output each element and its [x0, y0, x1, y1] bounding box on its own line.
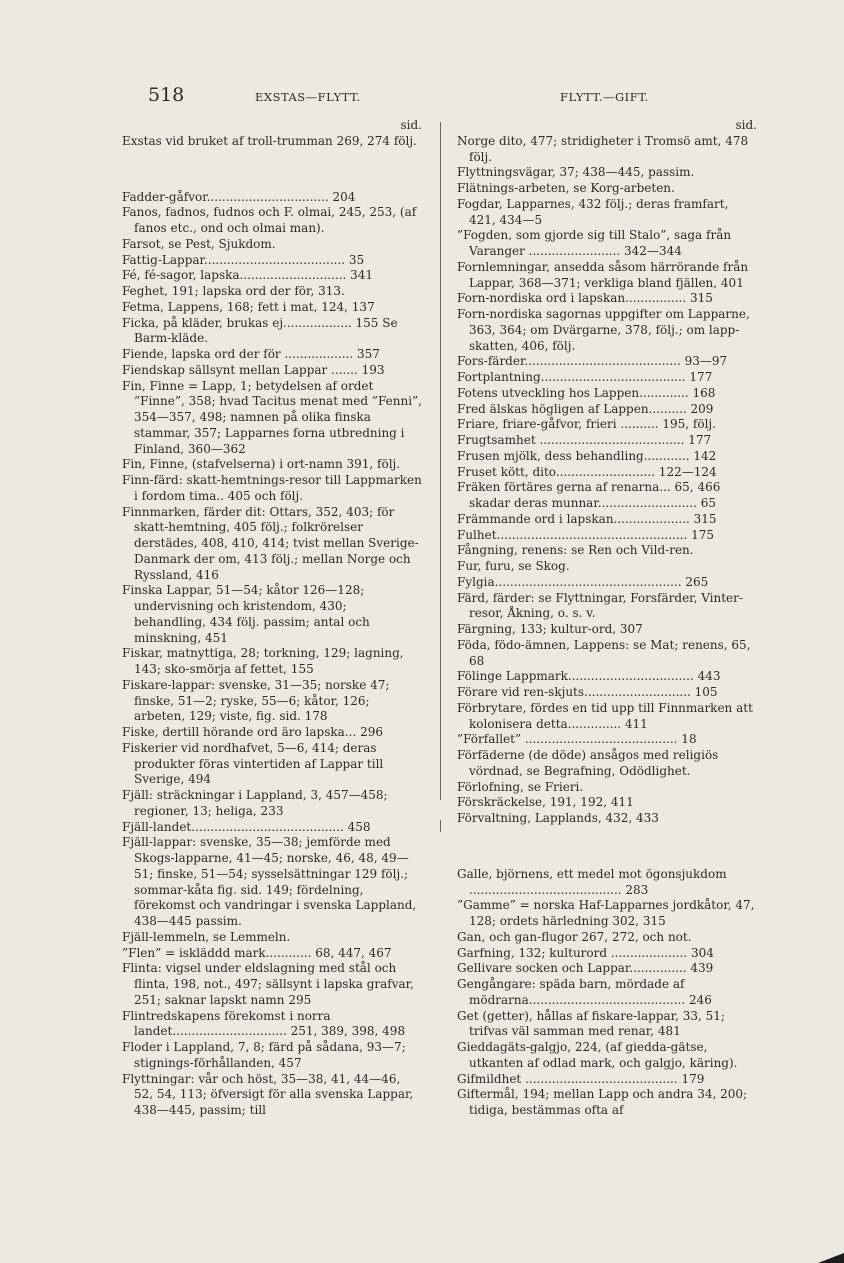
column-divider — [440, 122, 441, 800]
index-entry: Gan, och gan-flugor 267, 272, och not. — [457, 929, 692, 944]
index-entry: Get (getter), hållas af fiskare-lappar, 33, 51; trifvas väl samman med renar, 481 — [457, 1008, 725, 1039]
index-entry: Flyttningsvägar, 37; 438—445, passim. — [457, 165, 695, 180]
index-entry: Fylgia................................................. 265 — [457, 574, 709, 589]
index-entry: Fölinge Lappmark................................. 443 — [457, 669, 721, 684]
index-entry: Fiendskap sällsynt mellan Lappar ....... 193 — [122, 362, 385, 377]
index-entry: Gengångare: späda barn, mördade af mödrarna......................................... 246 — [457, 977, 712, 1007]
index-entry: ”Förfallet” ........................................ 18 — [457, 732, 697, 747]
sid-label-left: sid. — [400, 118, 422, 132]
index-entry: Fetma, Lappens, 168; fett i mat, 124, 137 — [122, 299, 375, 314]
index-entry: Feghet, 191; lapska ord der för, 313. — [122, 284, 345, 298]
index-entry: Fjäll-lemmeln, se Lemmeln. — [122, 929, 291, 944]
index-entry: Färd, färder: se Flyttningar, Forsfärder, Vinter-resor, Åkning, o. s. v. — [457, 590, 743, 621]
left-index-column — [122, 118, 422, 1119]
index-entry: Giftermål, 194; mellan Lapp och andra 34, 200; tidiga, bestämmas ofta af — [457, 1087, 748, 1117]
index-entry: Fångning, renens: se Ren och Vild-ren. — [457, 543, 694, 558]
running-head-left: EXSTAS—FLYTT. — [255, 90, 361, 104]
index-entry: Fin, Finne, (stafvelserna) i ort-namn 391, följ. — [122, 457, 401, 472]
index-entry: ”Fogden, som gjorde sig till Stalo”, saga från Varanger ........................ 342—344 — [457, 228, 732, 258]
index-entry: Finn-färd: skatt-hemtnings-resor till Lappmarken i fordom tima.. 405 och följ. — [122, 473, 422, 503]
index-entry: Forn-nordiska sagornas uppgifter om Lapparne, 363, 364; om Dvärgarne, 378, följ.; om lapp-skatten, 406, följ. — [457, 307, 750, 353]
index-entry: Fjäll-landet........................................ 458 — [122, 819, 371, 834]
index-entry: Galle, björnens, ett medel mot ögonsjukdom ........................................ 283 — [457, 866, 727, 897]
index-entry: Finska Lappar, 51—54; kåtor 126—128; undervisning och kristendom, 430; behandling, 434 följ. passim; antal och minskning, 451 — [122, 583, 370, 645]
index-entry: Fiende, lapska ord der för .................. 357 — [122, 347, 380, 361]
index-entry: Förbrytare, fördes en tid upp till Finnmarken att kolonisera detta.............. 411 — [457, 700, 753, 731]
index-entry: Flintredskapens förekomst i norra landet.............................. 251, 389, 398, 498 — [122, 1008, 406, 1039]
index-entry: ”Flen” = iskläddd mark............ 68, 447, 467 — [122, 945, 392, 960]
index-entry: Förlofning, se Frieri. — [457, 779, 584, 794]
column-divider-lower — [440, 820, 441, 832]
index-entry: Fjäll: sträckningar i Lappland, 3, 457—458; regioner, 13; heliga, 233 — [122, 788, 388, 818]
sid-label-right: sid. — [735, 118, 757, 132]
index-entry: Frusen mjölk, dess behandling............ 142 — [457, 448, 717, 463]
index-entry: Frugtsamhet ...................................... 177 — [457, 433, 712, 447]
index-entry: Gieddagäts-galgjo, 224, (af giedda-gätse, utkanten af odlad mark, och galgjo, käring). — [457, 1040, 738, 1070]
index-entry: Finnmarken, färder dit: Ottars, 352, 403; för skatt-hemtning, 405 följ.; folkrörelser derstädes, 408, 410, 414; tvist mellan Sverige-Danmark der om, 413 följ.; mellan Norge och Ryssland, 416 — [122, 504, 419, 582]
index-entry: Fiskare-lappar: svenske, 31—35; norske 47; finske, 51—2; ryske, 55—6; kåtor, 126; arbeten, 129; viste, fig. sid. 178 — [122, 677, 390, 724]
index-entry: Förfäderne (de döde) ansågos med religiös vördnad, se Begrafning, Odödlighet. — [457, 748, 719, 778]
index-entry: Flätnings-arbeten, se Korg-arbeten. — [457, 181, 675, 195]
index-entry: Fiske, dertill hörande ord äro lapska... 296 — [122, 725, 383, 739]
index-entry: Norge dito, 477; stridigheter i Tromsö amt, 478 följ. — [457, 133, 749, 164]
index-entry: Floder i Lappland, 7, 8; färd på sådana, 93—7; stignings-förhållanden, 457 — [122, 1040, 406, 1070]
index-entry: Förvaltning, Lapplands, 432, 433 — [457, 811, 659, 825]
index-entry: Förare vid ren-skjuts............................ 105 — [457, 685, 718, 699]
index-entry: ”Gamme” = norska Haf-Lapparnes jordkåtor, 47, 128; ordets härledning 302, 315 — [457, 898, 755, 928]
index-entry: Fin, Finne = Lapp, 1; betydelsen af ordet ”Finne”, 358; hvad Tacitus menat med ”Fenni”, 354—357, 498; namnen på olika finska stammar, 357; Lapparnes forna utbredning i Finland, 360—362 — [122, 378, 422, 456]
index-entry: Fogdar, Lapparnes, 432 följ.; deras framfart, 421, 434—5 — [457, 196, 729, 227]
index-entry: Fred älskas högligen af Lappen.......... 209 — [457, 401, 714, 416]
index-entry: Fräken förtäres gerna af renarna... 65, 466 skadar deras munnar.......................... 65 — [457, 480, 721, 510]
index-entry: Flinta: vigsel under eldslagning med stål och flinta, 198, not., 497; sällsynt i lapska grafvar, 251; saknar lapskt namn 295 — [122, 961, 414, 1007]
index-entry: Forn-nordiska ord i lapskan................ 315 — [457, 291, 713, 306]
index-entry: Fadder-gåfvor................................ 204 — [122, 189, 356, 204]
index-entry: Fiskar, matnyttiga, 28; torkning, 129; lagning, 143; sko-smörja af fettet, 155 — [122, 646, 404, 676]
index-entry: Friare, friare-gåfvor, frieri .......... 195, följ. — [457, 417, 716, 432]
index-entry: Garfning, 132; kulturord .................... 304 — [457, 945, 714, 960]
index-entry: Fur, furu, se Skog. — [457, 559, 570, 573]
index-entry: Flyttningar: vår och höst, 35—38, 41, 44—46, 52, 54, 113; öfversigt för alla svenska Lappar, 438—445, passim; till — [122, 1071, 414, 1117]
corner-mark — [818, 1253, 844, 1263]
index-entry: Fotens utveckling hos Lappen............. 168 — [457, 385, 716, 400]
index-entry: Fornlemningar, ansedda såsom härrörande från Lappar, 368—371; verkliga bland fjällen, 401 — [457, 259, 749, 290]
index-entry: Förskräckelse, 191, 192, 411 — [457, 795, 634, 810]
index-entry: Fruset kött, dito.......................... 122—124 — [457, 464, 717, 479]
index-entry: Fattig-Lappar..................................... 35 — [122, 252, 365, 267]
index-entry: Fjäll-lappar: svenske, 35—38; jemförde med Skogs-lapparne, 41—45; norske, 46, 48, 49—51; finske, 51—54; sysselsättningar 129 följ.; sommar-kåta fig. sid. 149; fördelning, förekomst och vandringar i svenska Lappland, 438—445 passim. — [122, 835, 417, 928]
index-entry: Föda, födo-ämnen, Lappens: se Mat; renens, 65, 68 — [457, 637, 751, 668]
index-entry: Fé, fé-sagor, lapska............................ 341 — [122, 268, 374, 283]
index-entry: Gifmildhet ........................................ 179 — [457, 1071, 705, 1086]
index-entry: Fortplantning...................................... 177 — [457, 370, 713, 384]
index-entry: Främmande ord i lapskan.................... 315 — [457, 511, 717, 526]
index-entry: Gellivare socken och Lappar............... 439 — [457, 961, 714, 976]
page-number: 518 — [148, 84, 185, 106]
index-entry: Fulhet.................................................. 175 — [457, 527, 714, 542]
index-entry: Fors-färder......................................... 93—97 — [457, 354, 728, 369]
index-entry: Exstas vid bruket af troll-trumman 269, 274 följ. — [122, 133, 417, 148]
entry-gap — [457, 839, 757, 855]
index-entry: Fiskerier vid nordhafvet, 5—6, 414; deras produkter föras vintertiden af Lappar till Sverige, 494 — [122, 740, 384, 787]
right-index-column — [457, 118, 757, 1119]
index-entry: Fanos, fadnos, fudnos och F. olmai, 245, 253, (af fanos etc., ond och olmai man). — [122, 205, 417, 235]
index-entry: Farsot, se Pest, Sjukdom. — [122, 236, 276, 251]
index-entry: Ficka, på kläder, brukas ej.................. 155 Se Barm-kläde. — [122, 315, 398, 346]
entry-gap — [122, 162, 422, 178]
running-head-right: FLYTT.—GIFT. — [560, 90, 649, 104]
index-entry: Färgning, 133; kultur-ord, 307 — [457, 622, 643, 636]
